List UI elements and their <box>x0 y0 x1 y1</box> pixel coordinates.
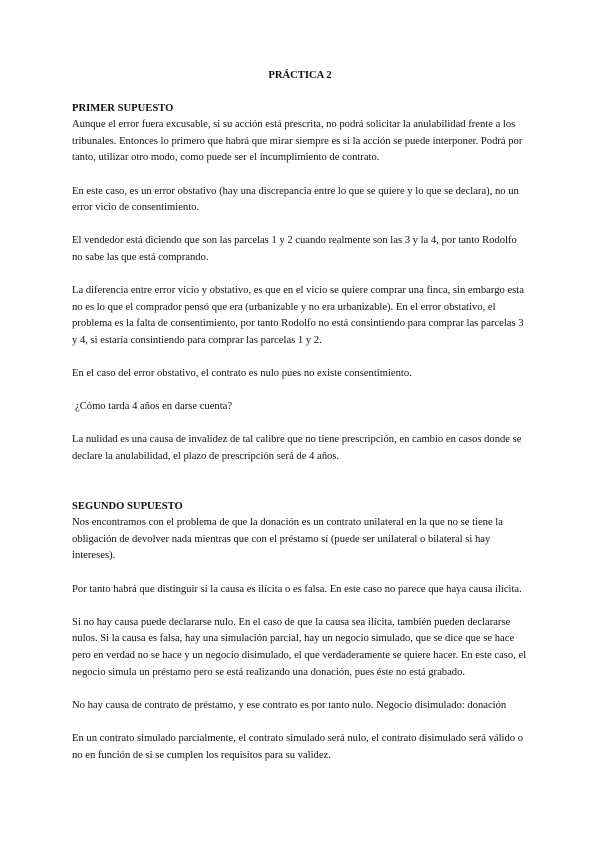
paragraph: En este caso, es un error obstativo (hay una discrepancia entre lo que se quiere y lo que se declara), no un error vicio de consentimiento. <box>72 185 519 214</box>
section-heading: SEGUNDO SUPUESTO <box>72 500 183 512</box>
question-paragraph: ¿Cómo tarda 4 años en darse cuenta? <box>75 401 233 413</box>
paragraph: Aunque el error fuera excusable, si su acción está prescrita, no podrá solicitar la anulabilidad frente a los tribunales. Entonces lo primero que habrá que mirar siempre es si la acción se puede interponer. Podrá por tanto, utilizar otro modo, como puede ser el incumplimiento de contrato. <box>72 119 523 164</box>
section-heading: PRIMER SUPUESTO <box>72 102 174 114</box>
paragraph: En un contrato simulado parcialmente, el contrato simulado será nulo, el contrato disimulado será válido o no en función de si se cumplen los requisitos para su validez. <box>72 732 523 761</box>
paragraph: La nulidad es una causa de invalidez de tal calibre que no tiene prescripción, en cambio en casos donde se declare la anulabilidad, el plazo de prescripción será de 4 años. <box>72 434 522 463</box>
paragraph: No hay causa de contrato de préstamo, y ese contrato es por tanto nulo. Negocio disimulado: donación <box>72 699 507 711</box>
document-body <box>72 68 528 781</box>
paragraph: Por tanto habrá que distinguir si la causa es ilícita o es falsa. En este caso no parece que haya causa ilícita. <box>72 583 522 595</box>
section-primer-supuesto <box>72 101 528 466</box>
paragraph: Si no hay causa puede declararse nulo. En el caso de que la causa sea ilícita, también pueden declararse nulos. Si la causa es falsa, hay una simulación parcial, hay un negocio simulado, que se dice que se hace pero en verdad no se hace y un negocio disimulado, el que verdaderamente se quiere hacer. En este caso, el negocio simula un préstamo pero se está realizando una donación, pues éste no está grabado. <box>72 616 527 678</box>
paragraph: El vendedor está diciendo que son las parcelas 1 y 2 cuando realmente son las 3 y la 4, por tanto Rodolfo no sabe las que está comprando. <box>72 235 517 263</box>
paragraph: Nos encontramos con el problema de que la donación es un contrato unilateral en la que no se tiene la obligación de devolver nada mientras que con el préstamo sí (puede ser unilateral o bilateral si hay intereses). <box>72 517 503 562</box>
paragraph: En el caso del error obstativo, el contrato es nulo pues no existe consentimiento. <box>72 368 412 380</box>
paragraph: La diferencia entre error vicio y obstativo, es que en el vicio se quiere comprar una finca, sin embargo esta no es lo que el comprador pensó que era (urbanizable y no era urbanizable). En el error obstativo, el problema es la falta de consentimiento, por tanto Rodolfo no está consintiendo para comprar las parcelas 3 y 4, si estaría consintiendo para comprar las parcelas 1 y 2. <box>72 285 524 346</box>
document-title: PRÁCTICA 2 <box>268 70 332 81</box>
section-segundo-supuesto <box>72 499 528 765</box>
